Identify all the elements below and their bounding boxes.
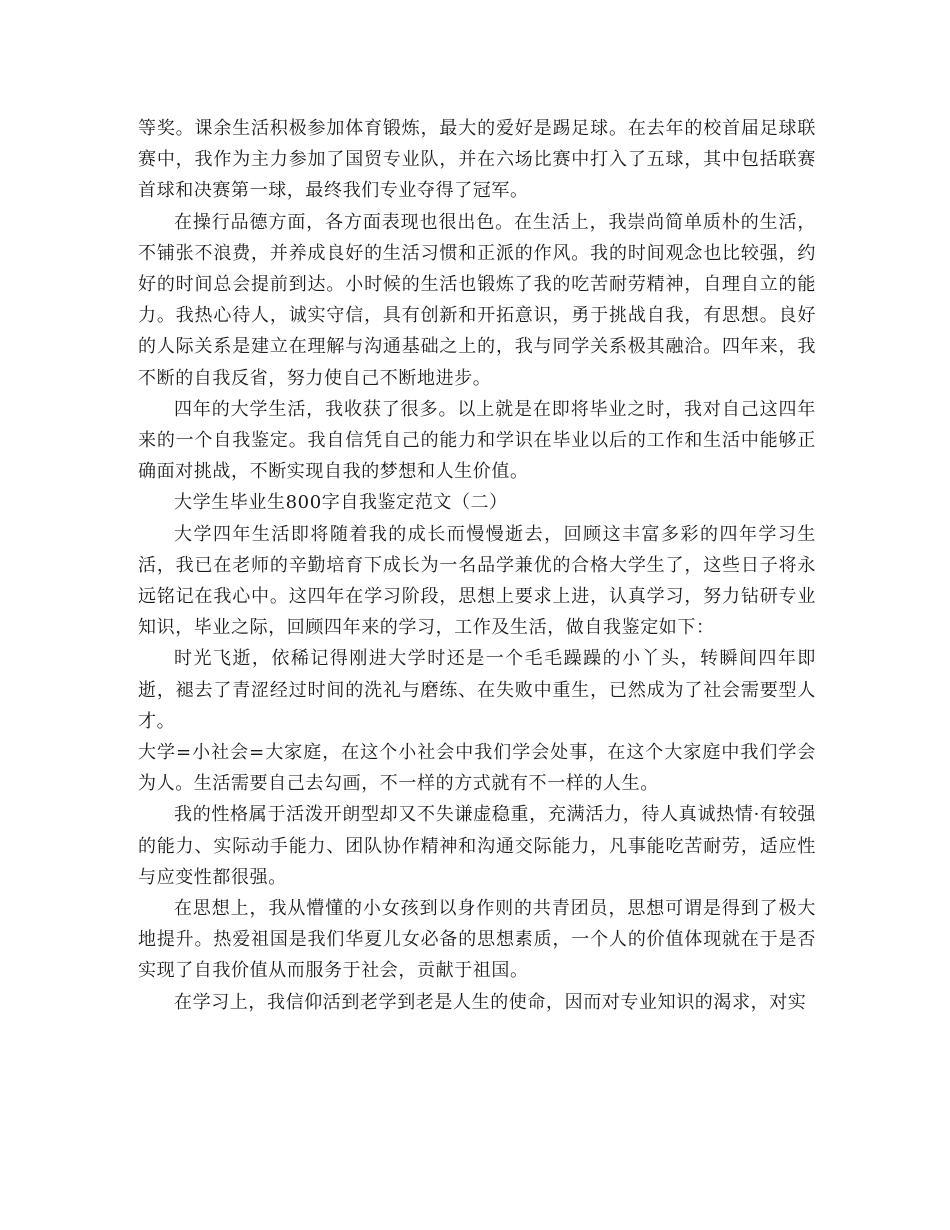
paragraph-8: 我的性格属于活泼开朗型却又不失谦虚稳重，充满活力，待人真诚热情·有较强的能力、实际动手能力、团队协作精神和沟通交际能力，凡事能吃苦耐劳，适应性与应变性都很强。 — [138, 804, 816, 888]
paragraph-2: 在操行品德方面，各方面表现也很出色。在生活上，我崇尚简单质朴的生活，不铺张不浪费，并养成良好的生活习惯和正派的作风。我的时间观念也比较强，约好的时间总会提前到达。小时候的生活也锻炼了我的吃苦耐劳精神，自理自立的能力。我热心待人，诚实守信，具有创新和开拓意识，勇于挑战自我，有思想。良好的人际关系是建立在理解与沟通基础之上的，我与同学关系极其融洽。四年来，我不断的自我反省，努力使自己不断地进步。 — [138, 211, 816, 389]
paragraph-10: 在学习上，我信仰活到老学到老是人生的使命，因而对专业知识的渴求，对实 — [174, 991, 807, 1013]
paragraph-5: 大学四年生活即将随着我的成长而慢慢逝去，回顾这丰富多彩的四年学习生活，我已在老师的辛勤培育下成长为一名品学兼优的合格大学生了，这些日子将永远铭记在我心中。这四年在学习阶段，思想上要求上进，认真学习，努力钻研专业知识，毕业之际，回顾四年来的学习，工作及生活，做自我鉴定如下： — [138, 523, 816, 639]
paragraph-3: 四年的大学生活，我收获了很多。以上就是在即将毕业之时，我对自己这四年来的一个自我鉴定。我自信凭自己的能力和学识在毕业以后的工作和生活中能够正确面对挑战，不断实现自我的梦想和人生价值。 — [138, 398, 816, 483]
paragraph-9: 在思想上，我从懵懂的小女孩到以身作则的共青团员，思想可谓是得到了极大地提升。热爱祖国是我们华夏儿女必备的思想素质，一个人的价值体现就在于是否实现了自我价值从而服务于社会，贡献于祖国。 — [138, 898, 816, 982]
paragraph-6: 时光飞逝，依稀记得刚进大学时还是一个毛毛躁躁的小丫头，转瞬间四年即逝，褪去了青涩经过时间的洗礼与磨练、在失败中重生，已然成为了社会需要型人才。 — [138, 648, 816, 732]
section-subheading: 大学生毕业生800字自我鉴定范文（二） — [174, 492, 508, 514]
paragraph-7: 大学=小社会=大家庭，在这个小社会中我们学会处事，在这个大家庭中我们学会为人。生活需要自己去勾画，不一样的方式就有不一样的人生。 — [138, 742, 816, 795]
paragraph-1: 等奖。课余生活积极参加体育锻炼，最大的爱好是踢足球。在去年的校首届足球联赛中，我作为主力参加了国贸专业队，并在六场比赛中打入了五球，其中包括联赛首球和决赛第一球，最终我们专业夺得了冠军。 — [138, 118, 816, 202]
document-body — [138, 113, 816, 1018]
